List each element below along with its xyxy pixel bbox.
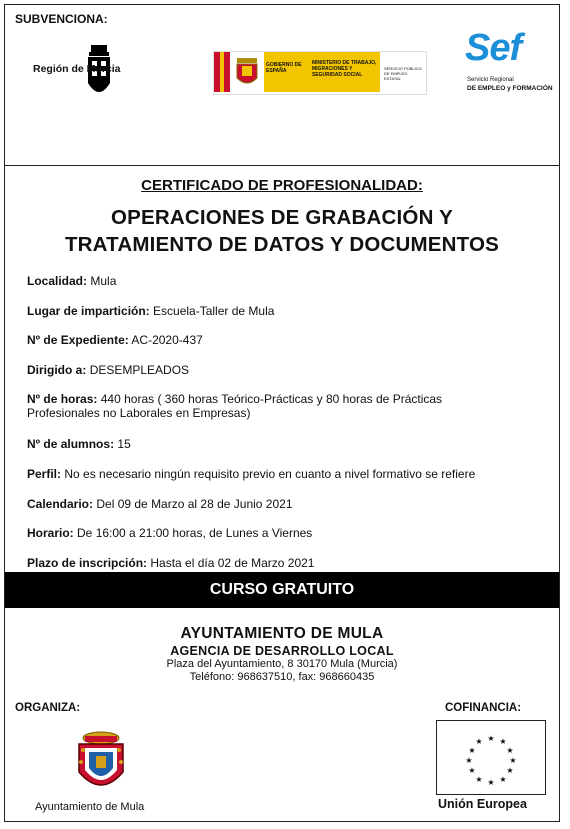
sef-logo-text: Sef xyxy=(465,27,522,69)
detail-dirigido: Dirigido a: DESEMPLEADOS xyxy=(27,363,190,377)
detail-plazo: Plazo de inscripción: Hasta el día 02 de Marzo 2021 xyxy=(27,556,315,570)
svg-text:★: ★ xyxy=(468,746,476,755)
region-murcia-logo xyxy=(33,43,173,103)
svg-text:★: ★ xyxy=(475,775,483,784)
certificate-heading: CERTIFICADO DE PROFESIONALIDAD: xyxy=(141,177,423,194)
cofinancia-label: COFINANCIA: xyxy=(445,702,522,714)
course-title-line1: OPERACIONES DE GRABACIÓN Y xyxy=(111,206,453,229)
detail-calendario: Calendario: Del 09 de Marzo al 28 de Junio 2021 xyxy=(27,497,293,511)
svg-text:★: ★ xyxy=(506,746,514,755)
svg-text:★: ★ xyxy=(475,737,483,746)
course-title-line2: TRATAMIENTO DE DATOS Y DOCUMENTOS xyxy=(64,233,500,256)
organiza-name: Ayuntamiento de Mula xyxy=(35,801,145,813)
sponsor-logos xyxy=(5,25,559,165)
subvenciona-label: SUBVENCIONA: xyxy=(15,12,108,26)
ministry-gov-text: GOBIERNO DE ESPAÑA xyxy=(266,62,302,74)
region-name: Región de Murcia xyxy=(33,63,121,75)
sef-logo xyxy=(461,27,553,101)
detail-horario: Horario: De 16:00 a 21:00 horas, de Lunes a Viernes xyxy=(27,526,313,540)
svg-text:★: ★ xyxy=(465,756,473,765)
svg-text:★: ★ xyxy=(499,737,507,746)
agency-name: AGENCIA DE DESARROLLO LOCAL xyxy=(170,644,394,658)
cofinancia-name: Unión Europea xyxy=(438,797,527,811)
detail-horas: Nº de horas: 440 horas ( 360 horas Teórico-Prácticas y 80 horas de Prácticas Profesionales no Laborales en Empresas) xyxy=(27,392,443,420)
svg-text:★: ★ xyxy=(487,778,495,787)
ayuntamiento-block xyxy=(5,625,559,684)
ministry-name-text: MINISTERIO DE TRABAJO, MIGRACIONES Y SEGURIDAD SOCIAL xyxy=(312,60,377,78)
address: Plaza del Ayuntamiento, 8 30170 Mula (Murcia) xyxy=(166,658,398,670)
detail-lugar: Lugar de impartición: Escuela-Taller de Mula xyxy=(27,304,275,318)
detail-perfil: Perfil: No es necesario ningún requisito previo en cuanto a nivel formativo se refiere xyxy=(27,467,476,481)
ministry-logo xyxy=(213,51,427,95)
separator-top xyxy=(5,165,559,166)
free-course-banner: CURSO GRATUITO xyxy=(5,572,559,608)
phone: Teléfono: 968637510, fax: 968660435 xyxy=(189,671,375,683)
detail-expediente: Nº de Expediente: AC-2020-437 xyxy=(27,333,203,347)
svg-text:★: ★ xyxy=(499,775,507,784)
svg-text:★: ★ xyxy=(487,734,495,743)
eu-flag xyxy=(436,720,546,795)
detail-localidad: Localidad: Mula xyxy=(27,274,117,288)
detail-alumnos: Nº de alumnos: 15 xyxy=(27,437,131,451)
svg-text:★: ★ xyxy=(506,766,514,775)
ministry-service-text: SERVICIO PÚBLICO DE EMPLEO ESTATAL xyxy=(384,66,422,81)
organiza-label: ORGANIZA: xyxy=(15,702,81,714)
svg-text:★: ★ xyxy=(468,766,476,775)
sef-sub1: Servicio Regional xyxy=(467,77,514,83)
course-title xyxy=(5,204,559,258)
ayuntamiento-name: AYUNTAMIENTO DE MULA xyxy=(180,625,384,642)
svg-text:★: ★ xyxy=(509,756,517,765)
eu-stars-icon xyxy=(437,721,545,794)
flyer-frame xyxy=(4,4,560,822)
spain-shield-icon xyxy=(234,56,260,88)
sef-sub2: DE EMPLEO y FORMACIÓN xyxy=(467,85,553,92)
mula-coat-of-arms-icon xyxy=(71,730,131,798)
